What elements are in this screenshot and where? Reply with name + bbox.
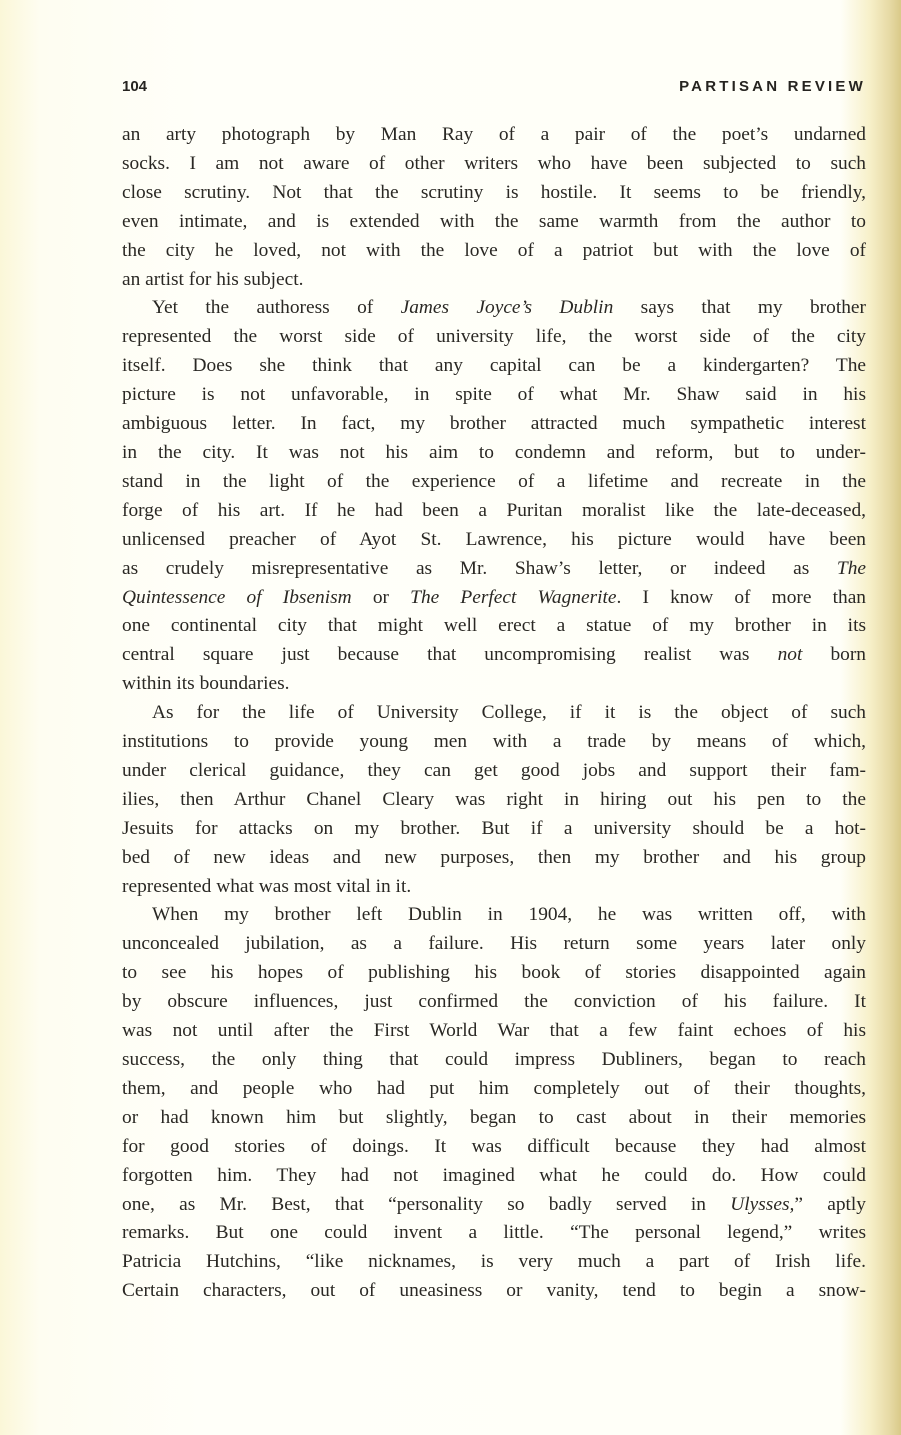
text-run: forge of his art. If he had been a Puritan moralist like the late-deceased, — [122, 499, 866, 521]
page-number: 104 — [122, 78, 148, 95]
text-run: the city he loved, not with the love of a patriot but with the love of — [122, 239, 866, 261]
text-line — [122, 323, 866, 352]
italic-title: The — [836, 557, 866, 579]
text-run: them, and people who had put him completely out of their thoughts, — [122, 1077, 866, 1099]
text-run: an arty photograph by Man Ray of a pair of the poet’s undarned — [122, 124, 866, 145]
text-run: or — [351, 586, 411, 608]
text-line — [122, 1219, 866, 1248]
text-line — [122, 1277, 866, 1306]
body-text — [122, 121, 866, 1306]
paragraph — [122, 121, 866, 294]
text-line — [122, 1046, 866, 1075]
text-line — [122, 641, 866, 670]
text-run: close scrutiny. Not that the scrutiny is hostile. It seems to be friendly, — [122, 181, 866, 203]
text-line — [122, 179, 866, 208]
text-run: one continental city that might well erect a statue of my brother in its — [122, 615, 866, 637]
text-run: Certain characters, out of uneasiness or vanity, tend to begin a snow- — [122, 1280, 866, 1302]
text-run: bed of new ideas and new purposes, then my brother and his group — [122, 846, 866, 868]
text-line — [122, 584, 866, 613]
text-run: picture is not unfavorable, in spite of what Mr. Shaw said in his — [122, 384, 866, 406]
text-run: Yet the authoress of — [152, 297, 401, 319]
text-run: unconcealed jubilation, as a failure. His return some years later only — [122, 933, 866, 955]
text-run: remarks. But one could invent a little. “The personal legend,” writes — [122, 1222, 866, 1244]
text-line — [122, 699, 866, 728]
text-line — [122, 1104, 866, 1133]
text-line — [122, 1133, 866, 1162]
text-line — [122, 930, 866, 959]
text-run: one, as Mr. Best, that “personality so badly served in — [122, 1193, 731, 1215]
text-run: in the city. It was not his aim to condemn and reform, but to under- — [122, 441, 866, 463]
paragraph — [122, 901, 866, 1306]
text-line — [122, 1075, 866, 1104]
text-run: success, the only thing that could impress Dubliners, began to reach — [122, 1049, 866, 1070]
text-run: ” aptly — [794, 1193, 866, 1215]
paragraph — [122, 699, 866, 901]
text-line — [122, 237, 866, 266]
italic-title: Ulysses, — [730, 1193, 795, 1215]
text-line — [122, 844, 866, 873]
text-line — [122, 1191, 866, 1220]
text-line — [122, 1162, 866, 1191]
italic-title: not — [777, 644, 803, 666]
text-line — [122, 1017, 866, 1046]
text-line — [122, 526, 866, 555]
text-line — [122, 728, 866, 757]
text-line — [122, 988, 866, 1017]
text-line — [122, 497, 866, 526]
text-line — [122, 468, 866, 497]
text-run: was not until after the First World War that a few faint echoes of his — [122, 1020, 866, 1042]
text-run: When my brother left Dublin in 1904, he was written off, with — [152, 904, 866, 926]
text-run: Jesuits for attacks on my brother. But if a university should be a hot- — [122, 817, 866, 839]
text-run: Patricia Hutchins, “like nicknames, is very much a part of Irish life. — [122, 1251, 866, 1273]
text-line — [122, 121, 866, 150]
text-line — [122, 1248, 866, 1277]
text-line — [122, 873, 866, 902]
text-run: ambiguous letter. In fact, my brother attracted much sympathetic interest — [122, 413, 866, 435]
italic-title: The Perfect Wagnerite — [410, 586, 617, 608]
text-run: by obscure influences, just confirmed the conviction of his failure. It — [122, 991, 866, 1013]
page-header — [122, 78, 866, 102]
text-run: ilies, then Arthur Chanel Cleary was right in hiring out his pen to the — [122, 788, 866, 810]
paragraph — [122, 294, 866, 699]
italic-title: Quintessence of Ibsenism — [122, 586, 352, 608]
text-line — [122, 352, 866, 381]
text-run: unlicensed preacher of Ayot St. Lawrence, his picture would have been — [122, 528, 866, 550]
text-run: as crudely misrepresentative as Mr. Shaw’s letter, or indeed as — [122, 557, 837, 579]
text-line — [122, 786, 866, 815]
text-run: to see his hopes of publishing his book of stories disappointed again — [122, 962, 866, 984]
text-run: even intimate, and is extended with the same warmth from the author to — [122, 210, 866, 232]
text-line — [122, 381, 866, 410]
italic-title: James Joyce’s Dublin — [400, 297, 614, 319]
text-line — [122, 757, 866, 786]
text-line — [122, 959, 866, 988]
running-head: PARTISAN REVIEW — [679, 78, 866, 95]
text-run: within its boundaries. — [122, 673, 290, 695]
text-run: or had known him but slightly, began to cast about in their memories — [122, 1106, 866, 1128]
text-line — [122, 410, 866, 439]
text-run: socks. I am not aware of other writers who have been subjected to such — [122, 152, 866, 174]
text-run: . I know of more than — [616, 586, 867, 608]
text-run: says that my brother — [613, 297, 866, 319]
text-run: institutions to provide young men with a trade by means of which, — [122, 731, 866, 753]
text-line — [122, 815, 866, 844]
text-run: stand in the light of the experience of a lifetime and recreate in the — [122, 470, 866, 492]
text-run: an artist for his subject. — [122, 268, 304, 290]
text-run: for good stories of doings. It was difficult because they had almost — [122, 1135, 866, 1157]
text-run: As for the life of University College, if it is the object of such — [152, 702, 866, 724]
text-run: represented what was most vital in it. — [122, 875, 412, 897]
text-line — [122, 150, 866, 179]
text-run: itself. Does she think that any capital can be a kindergarten? The — [122, 355, 866, 377]
text-line — [122, 670, 866, 699]
text-run: under clerical guidance, they can get good jobs and support their fam- — [122, 759, 866, 781]
text-line — [122, 294, 866, 323]
text-run: forgotten him. They had not imagined what he could do. How could — [122, 1164, 866, 1186]
text-line — [122, 901, 866, 930]
text-run: central square just because that uncompromising realist was — [122, 644, 778, 666]
text-line — [122, 439, 866, 468]
text-run: represented the worst side of university life, the worst side of the city — [122, 326, 866, 348]
text-line — [122, 555, 866, 584]
text-line — [122, 612, 866, 641]
text-line — [122, 266, 866, 295]
text-line — [122, 208, 866, 237]
text-run: born — [802, 644, 866, 666]
